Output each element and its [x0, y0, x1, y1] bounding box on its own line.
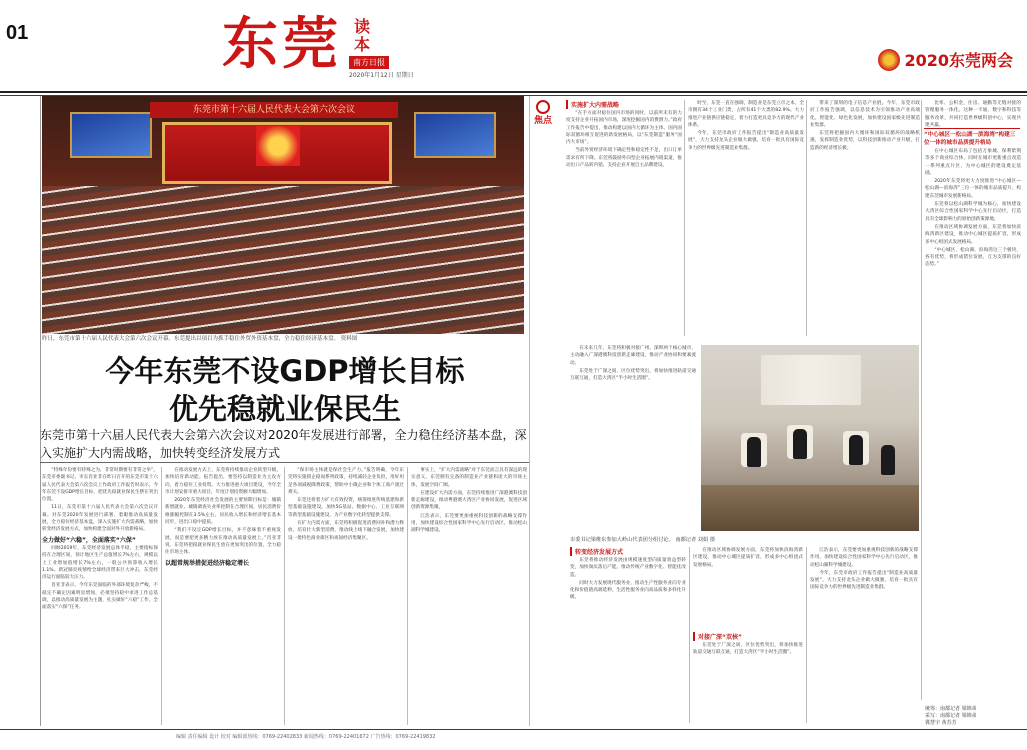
section-head-transform: 转变经济发展方式	[570, 547, 623, 556]
section-badge	[878, 48, 1013, 71]
wall-panel	[761, 355, 861, 405]
article-column-9	[570, 345, 696, 531]
carpet-floor	[701, 485, 919, 531]
paragraph: “保市场主体就是保社会生产力。”报告明确，今年东莞将实施援企稳岗系列政策，持续减轻企业负担，用好用足各项减税降费政策，帮助中小微企业和个体工商户渡过难关。	[288, 468, 404, 495]
audience-rows	[42, 186, 524, 334]
paragraph: 事实上，“扩大内需战略”对于东莞而言具有深远的现实意义，东莞拥有完备的制造业产业链和庞大的市场主体，发展空间广阔。	[411, 468, 527, 488]
credit-line: 冀慧宇 黄苏芳	[925, 720, 957, 726]
focus-label: 焦点	[533, 116, 552, 126]
paragraph: 在推动区域协调发展方面，东莞将加快滨海湾新区建设，推动中心城区提质扩容，形成多中心组团式发展格局。	[925, 224, 1021, 245]
article-column-8	[925, 148, 1021, 703]
paragraph: 比率、公积金，住房、通勤等无缝对接的管理服务一体化。这种一卡通、数字和科技等服务改革，共同打造世界级科创中心，实现共建共赢。	[925, 101, 1021, 128]
paragraph: 带来了深刻的电子信息产业链。今年，东莞市政府工作报告强调，以信息技术为引领推动产业高端化、智能化、绿色化发展，加快建设国家级先进制造业集群。	[810, 101, 920, 128]
article-column-10	[570, 557, 686, 723]
article-subhead: 以超常规举措促进经济稳定增长	[165, 559, 250, 567]
paragraph: 2020年东莞经济社会发展的主要预期目标是：城镇新增就业、城镇调查失业率控制在合理区间，居民消费价格涨幅控制在3.5%左右，居民收入增长和经济增长基本同步，进出口稳中提质。	[165, 498, 281, 526]
paragraph: 在扩大内需方面，东莞将积极促进消费回补和潜力释放，培育壮大新型消费，推动线上线下融合发展，加快建设一批特色商业街区和夜间经济集聚区。	[288, 521, 404, 541]
footer-info: 编辑 责任编辑 设计 校对 编辑部热线：0769-22402833 新闻热线：0769-22401672 广告热线：0769-22419832	[176, 734, 436, 740]
paragraph: 回顾2019年，东莞经济发展总体平稳，主要指标保持在合理区间，预计地区生产总值增长7%左右，规模以上工业增加值增长7%左右，一般公共预算收入增长1.1%。新冠肺炎疫情给全球经济带来巨大冲击，东莞经济运行面临较大压力。	[42, 545, 158, 581]
paragraph: 东莞将推动经济发展由规模速度型向质量效益型转变，加快淘汰落后产能，推动传统产业数字化、智能化改造。	[570, 558, 686, 578]
column-divider	[284, 467, 285, 725]
page-number: 01	[6, 22, 29, 44]
meeting-photo-caption: 市委书记梁维东参加大岭山代表团分组讨论。 南都记者 刘娟 摄	[570, 537, 716, 543]
focus-tag	[532, 100, 554, 127]
article-column-13	[810, 547, 918, 723]
article-column-6	[810, 100, 920, 336]
paragraph: 东莞还将着力扩大有效投资，统筹推进传统基建和新型基础设施建设。加快5G基站、数据中心、工业互联网等新型基础设施建设，为产业数字化转型提供支撑。	[288, 498, 404, 518]
paragraph: 东莞处于广深之间，区位优势突出，将加快推进轨道交通互联互通，打造大湾区“半小时生活圈”。	[693, 643, 803, 656]
section-head-connect: 对接广深“双核”	[693, 632, 742, 641]
paragraph: “我们不设定GDP增长目标，并不意味着不重视发展，而是要把更多精力放在推动高质量发展上。”肖亚非说，东莞将把稳就业保民生放在更加突出的位置，全力稳住市场主体。	[165, 528, 281, 556]
paragraph: 江浩表示，东莞要更加重视科技创新的战略支撑作用，加快建设综合性国家科学中心先行启动区，推动松山湖科学城建设。	[411, 513, 527, 534]
paragraph: 在推动发展方式上，东莞将持续推动企业转型升级，加快培育新动能。报告提出，要坚持以制造业为主攻方向，着力稳住工业投资。大力推进重大项目建设，今年全市计划安排市重大项目，年度计划投资额大幅增加。	[165, 468, 281, 495]
footer-rule	[0, 729, 1027, 730]
paragraph: 在中心城区布局了包括万象城、保利紫荆等多个商业综合体，同时在城市更新重点改造一系列重点片区，为中心城区的建设奠定基础。	[925, 149, 1021, 176]
meeting-photo	[701, 345, 919, 531]
newspaper-ribbon: 南方日报	[349, 56, 389, 69]
column-divider	[806, 100, 807, 336]
article-column-1	[42, 467, 158, 725]
article-column-11	[693, 547, 803, 629]
paragraph: 东莞将以松山湖科学城为核心，加快建设大湾区综合性国家科学中心先行启动区，打造具有全球影响力的原始创新策源地。	[925, 202, 1021, 222]
body-rule	[40, 462, 530, 463]
editor-credits	[925, 706, 1021, 727]
credit-line: 统筹：南都记者 梁锦弟	[925, 706, 977, 712]
paragraph: 东莞将把握国内大循环和国际双循环的战略机遇，发挥制造业优势，以科技创新推动产业升级，打造新的经济增长极。	[810, 131, 920, 151]
paragraph: 在推动区域协调发展方面，东莞将加快滨海湾新区建设，推动中心城区提质扩容，形成多中心组团式发展格局。	[693, 548, 803, 568]
article-column-3	[288, 467, 404, 725]
paragraph: 11日，东莞市第十六届人民代表大会第六次会议开幕。对东莞2020年发展进行部署，着眼推动高质量发展，全力稳住经济基本盘，深入实施扩大内需战略，加快转变经济发展方式，加快构建全面对外开放新格局。	[42, 505, 158, 533]
seated-person	[881, 445, 895, 475]
main-headline	[40, 352, 530, 428]
stage-emblem	[256, 126, 300, 166]
article-column-7	[925, 100, 1021, 128]
masthead-title: 东莞	[222, 11, 342, 77]
credit-line: 采写：南都记者 梁锦弟	[925, 713, 977, 719]
paragraph: “中心城区、松山湖、滨海湾这三个板块，各有优势，将形成错位发展、互为支撑的良好态势。”	[925, 247, 1021, 268]
column-divider	[921, 100, 922, 700]
sidebar-subhead: “中心城区一松山湖一滨海湾”构建三位一体的城市品质提升格局	[924, 128, 1020, 147]
article-column-4	[566, 110, 682, 335]
issue-date: 2020年1月12日 星期日	[349, 72, 414, 79]
paragraph: 东莞处于广深之间，区位优势突出，将加快推进轨道交通互联互通，打造大湾区“半小时生活圈”。	[570, 368, 696, 382]
headline-line-2: 优先稳就业保民生	[168, 392, 401, 426]
article-column-5	[688, 100, 804, 336]
paragraph: “特殊年份要有特殊之为，非常时期要有非常之举”。东莞市委副书记、市长肖亚非在昨日召开的东莞市第十六届人民代表大会第六次会议上作政府工作报告时表示，今年东莞不设GDP增长目标，把优先稳就业保民生摆在突出位置。	[42, 468, 158, 503]
paragraph: 当前外贸经济环境下确定性和稳定性不足，出口订单需求有所下降。东莞将鼓励外向型企业拓展内销渠道，推动出口产品转内销，支持企业开展自主品牌建设。	[566, 148, 682, 169]
paragraph: 同时大力发展现代服务业，推动生产性服务业向专业化和价值链高端延伸，生活性服务业向高品质和多样化升级。	[570, 580, 686, 601]
article-subhead: 全力做好“六稳”，全面落实“六保”	[42, 536, 136, 544]
hero-caption: 昨日，东莞市第十六届人民代表大会第六次会议开幕。东莞提出以项目为抓手稳住外贸外资基本盘，全力稳住经济基本盘。 资料图	[42, 336, 358, 342]
masthead-side-label: 读本	[353, 17, 370, 54]
column-divider	[689, 547, 690, 723]
column-divider	[684, 100, 685, 336]
article-column-12	[693, 642, 803, 724]
column-divider	[806, 547, 807, 723]
right-screen	[414, 112, 496, 158]
seated-person	[849, 435, 863, 465]
hero-photo	[42, 96, 524, 334]
paragraph: 今年，东莞市政府工作报告提出“制造业高质量发展”，大力支持龙头企业做大做强，培育一批具有国际竞争力的世界级先进制造业集群。	[688, 131, 804, 151]
national-emblem-icon	[878, 49, 900, 71]
paragraph: 江浩表示，东莞要更加重视科技创新的战略支撑作用，加快建设综合性国家科学中心先行启动区，推动松山湖科学城建设。	[810, 548, 918, 568]
section-head-expand: 实施扩大内需战略	[566, 100, 619, 109]
paragraph: 在建设扩大内需方面，东莞持续推进广深港澳科技创新走廊建设，推动粤港澳大湾区产业协同发展，促进区域创新资源集聚。	[411, 490, 527, 511]
paragraph: 在未来几年，东莞将积极对接广州、深圳两个核心城市，主动融入广深港澳科技创新走廊建设，推动产业协同和要素流动。	[570, 346, 696, 366]
seated-person	[793, 429, 807, 459]
seated-person	[747, 437, 761, 467]
article-column-3b	[411, 467, 527, 725]
column-divider	[161, 467, 162, 725]
paragraph: “在手方面对稳住国内市场的同时，以前所未有的力度支持企业开拓国内市场，深度挖掘国内消费潜力。”政府工作报告中提出，推动构建以国内大循环为主体、国内国际双循环相互促进的新发展格局，以“东莞制造”服务“国内大市场”。	[566, 111, 682, 146]
paragraph: 肖亚非表示，今年东莞面临的外部环境复杂严峻，不稳定不确定因素明显增加，必须坚持稳中求进工作总基调，以推动高质量发展为主题，扎实做好“六稳”工作，全面落实“六保”任务。	[42, 583, 158, 611]
paragraph: 今年，东莞市政府工作报告提出“制造业高质量发展”，大力支持龙头企业做大做强，培育一批具有国际竞争力的世界级先进制造业集群。	[810, 570, 918, 591]
hall-banner: 东莞市第十六届人民代表大会第六次会议	[150, 102, 398, 118]
left-screen	[70, 112, 152, 158]
focus-circle-icon	[536, 100, 550, 114]
header-rule	[0, 91, 1027, 93]
paragraph: 时至，东莞一直在强调，制造业是东莞立市之本，全市拥有34个工业门类，占所有41个大类的82.9%。大力推进产业链供应链稳定，着力打造更具竞争力的现代产业体系。	[688, 101, 804, 128]
section-title: 2020东莞两会	[904, 51, 1013, 70]
column-divider	[407, 467, 408, 725]
article-column-2	[165, 467, 281, 725]
paragraph: 2020年东莞将更大力度推进“中心城区—松山湖—滨海湾”三位一体的城市品质提升，构建东莞城市发展新格局。	[925, 179, 1021, 199]
headline-subtitle: 东莞市第十六届人民代表大会第六次会议对2020年发展进行部署，全力稳住经济基本盘，深入实施扩大内需战略，加快转变经济发展方式	[40, 428, 527, 460]
headline-line-1: 今年东莞不设GDP增长目标	[105, 354, 465, 388]
section-divider	[529, 96, 530, 726]
